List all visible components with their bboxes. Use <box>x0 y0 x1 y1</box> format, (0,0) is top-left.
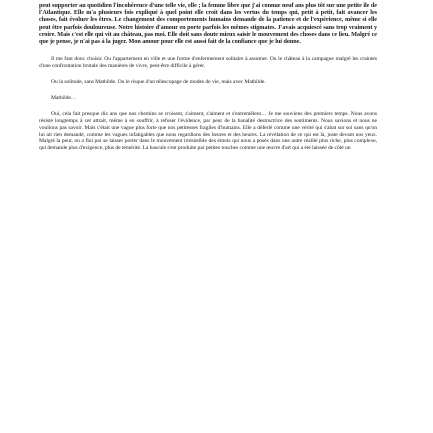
paragraph-spacer <box>39 102 377 111</box>
text-column <box>39 2 377 152</box>
paragraph-memories: Oui, cela fait presque dix ans que nos chemins se croisent, s'aiment, s'aiment et s'entremêlent… Je me souviens des premiers temps. Nous avons résisté longtemps à cet attrait, même à en souffrir, à refuser l'évidence, par peur de la banalité destructrice des sentiments. Nous savions et nous ne voulions pas savoir. Mais c'était une vague plus forte que nos petitesses fragiles d'humains. Elle a déferlé comme une vérité qui s'abat sur soi sans qu'on lui ait rien demandé, comme les vagues infatigables que nous regardions des heures et des heures. La révélation de ce qui est là, juste devant nos yeux. Malgré la peur, on a fini par se laisser porter dans le mouvement irrésistible des émois qui nous a posés dans une autre réalité plus riche, plus complexe, qui demande plus d'exigence, plus de témérité. La bascule s'est produite par petites touches comme une œuvre d'art qui a été laissée de côté un <box>39 110 377 152</box>
paragraph-opening: peut supporter au quotidien l'incohérence d'une telle vie, elle ; la femme libre que j'ai connue neuf ans plus tôt sur une petite île de l'Atlantique. Elle m'a plusieurs fois expliqué à quel point elle croit dans les vertus du temps qui, petit à petit, fait avancer les choses, fait évoluer les êtres. Le changement des comportements humains demande de la patience et de l'expérience, même si elle peut être parfois douloureuse. Notre histoire d'amour en porte parfois les mêmes stigmates. J'avais acquiescé sans trop vraiment y croire. Mais c'est elle qui vit au château, pas moi. Elle doit sans doute mieux saisir le mouvement des choses dans ce lieu. Malgré ce que je pense, je n'ai pas à la juger. Mon amour pour elle est aussi fait de la confiance que je lui donne. <box>39 2 377 46</box>
paragraph-mathilde: Mathilde… <box>51 94 77 101</box>
paragraph-solitude: Ou la solitude, sans Mathilde. Ou le risque d'un télescopage de modes de vie, mais avec Mathilde. <box>51 79 266 86</box>
paragraph-spacer <box>39 70 377 79</box>
paragraph-spacer <box>39 86 377 95</box>
paragraph-spacer <box>39 45 377 56</box>
paragraph-choice: Il me faut donc choisir. Ou l'appartement en ville et une forme d'enfermement solitaire à assumer. Ou le château à la campagne malgré les craintes d'une confrontation brutale des manières de vivre, peut-être difficile à gérer. <box>39 56 377 70</box>
